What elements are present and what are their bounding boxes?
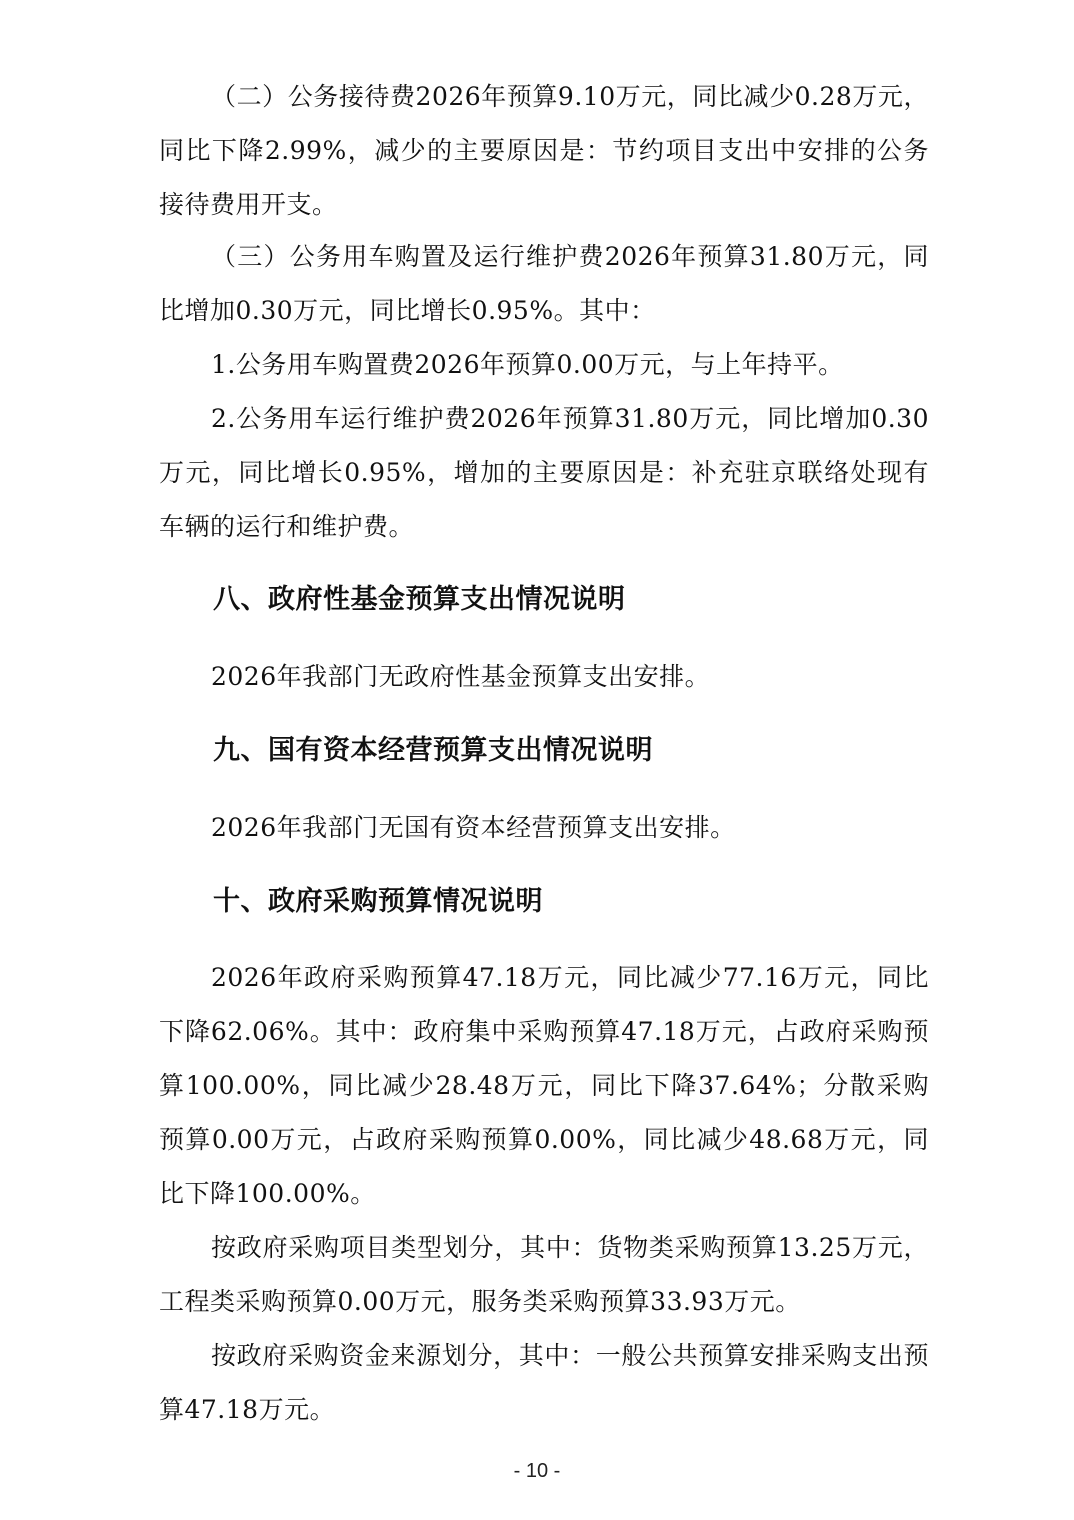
section-heading-government-fund: 八、政府性基金预算支出情况说明 xyxy=(213,584,626,615)
section-heading-state-capital: 九、国有资本经营预算支出情况说明 xyxy=(213,735,653,766)
paragraph-procurement-summary: 2026年政府采购预算47.18万元，同比减少77.16万元，同比下降62.06%。其中：政府集中采购预算47.18万元，占政府采购预算100.00%，同比减少28.48万元，同比下降37.64%；分散采购预算0.00万元，占政府采购预算0.00%，同比减少48.68万元，同比下降100.00%。 xyxy=(159,963,929,1208)
paragraph-reception-fee: （二）公务接待费2026年预算9.10万元，同比减少0.28万元，同比下降2.99%，减少的主要原因是：节约项目支出中安排的公务接待费用开支。 xyxy=(159,82,929,219)
paragraph-procurement-by-type: 按政府采购项目类型划分，其中：货物类采购预算13.25万元，工程类采购预算0.00万元，服务类采购预算33.93万元。 xyxy=(159,1233,929,1316)
paragraph-vehicle-maintenance: 2.公务用车运行维护费2026年预算31.80万元，同比增加0.30万元，同比增长0.95%，增加的主要原因是：补充驻京联络处现有车辆的运行和维护费。 xyxy=(159,404,929,541)
paragraph-government-fund: 2026年我部门无政府性基金预算支出安排。 xyxy=(211,662,711,691)
paragraph-vehicle-purchase: 1.公务用车购置费2026年预算0.00万元，与上年持平。 xyxy=(211,350,844,379)
page-number: - 10 - xyxy=(513,1460,561,1482)
paragraph-procurement-by-source: 按政府采购资金来源划分，其中：一般公共预算安排采购支出预算47.18万元。 xyxy=(159,1341,929,1424)
section-heading-procurement: 十、政府采购预算情况说明 xyxy=(213,886,543,917)
paragraph-vehicle-cost: （三）公务用车购置及运行维护费2026年预算31.80万元，同比增加0.30万元，同比增长0.95%。其中： xyxy=(159,242,929,325)
paragraph-state-capital: 2026年我部门无国有资本经营预算支出安排。 xyxy=(211,813,736,842)
